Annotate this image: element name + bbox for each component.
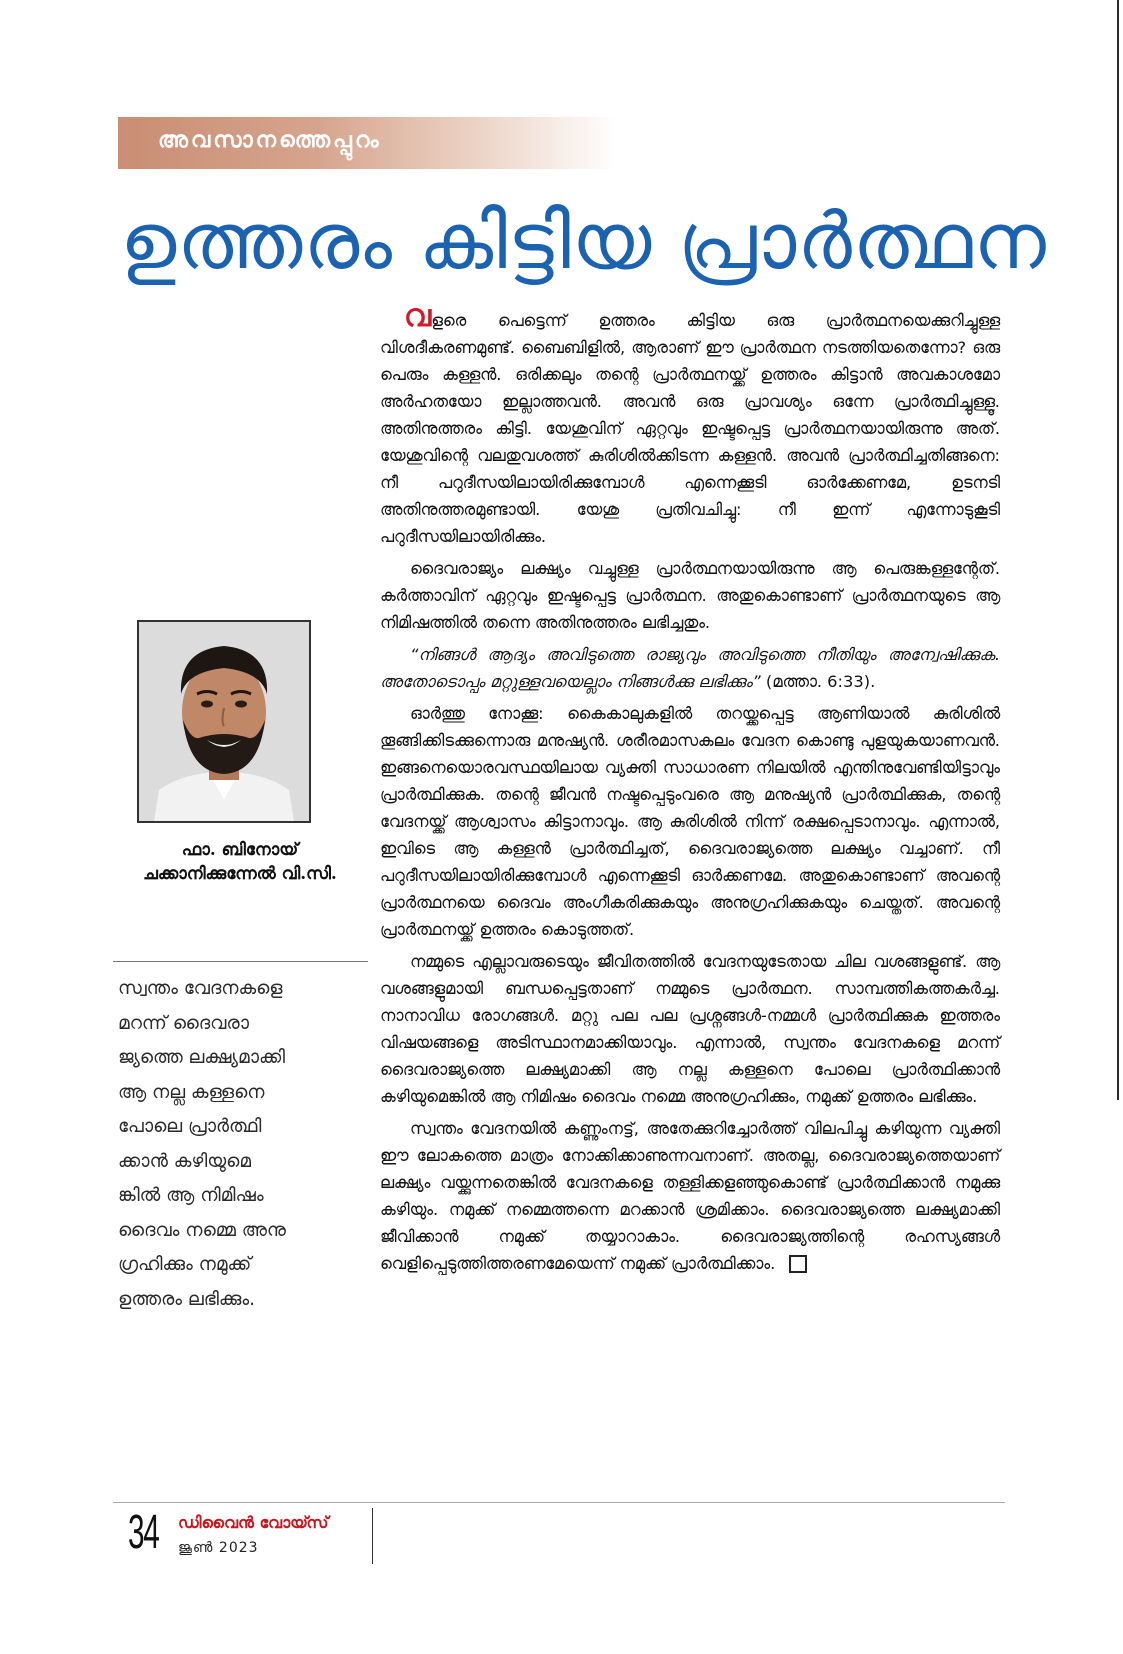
article-paragraph (380, 1115, 1000, 1277)
quote-text: “നിങ്ങൾ ആദ്യം അവിടുത്തെ രാജ്യവും അവിടുത്തെ നീതിയും അന്വേഷിക്കുക. അതോടൊപ്പം മറ്റുള്ളവയെല്ലാം നിങ്ങൾക്കു ലഭിക്കും” (380, 645, 1000, 691)
pullquote-line: മറന്ന് ദൈവരാ (118, 1012, 249, 1034)
scripture-quote (380, 641, 1000, 695)
article-body (380, 298, 1000, 1282)
article-headline: ഉത്തരം കിട്ടിയ പ്രാർത്ഥന (120, 197, 1047, 287)
article-paragraph: ദൈവരാജ്യം ലക്ഷ്യം വച്ചുള്ള പ്രാർത്ഥനയായിരുന്നു ആ പെരുങ്കള്ളന്റേത്. കർത്താവിന് ഏറ്റവും ഇഷ്ടപ്പെട്ട പ്രാർത്ഥന. അതുകൊണ്ടാണ് പ്രാർത്ഥനയുടെ ആ നിമിഷത്തിൽ തന്നെ അതിനുത്തരം ലഭിച്ചതും. (380, 559, 1000, 632)
paragraph-text: ളരെ പെട്ടെന്ന് ഉത്തരം കിട്ടിയ ഒരു പ്രാർത്ഥനയെക്കുറിച്ചുള്ള വിശദീകരണമുണ്ട്. ബൈബിളിൽ, ആരാണ് ഈ പ്രാർത്ഥന നടത്തിയതെന്നോ? ഒരു പെരും കള്ളൻ. ഒരിക്കലും തന്റെ പ്രാർത്ഥനയ്ക്ക് ഉത്തരം കിട്ടാൻ അവകാശമോ അർഹതയോ ഇല്ലാത്തവൻ. അവൻ ഒരു പ്രാവശ്യം ഒന്നേ പ്രാർത്ഥിച്ചുള്ളൂ. അതിനുത്തരം കിട്ടി. യേശുവിന് ഏറ്റവും ഇഷ്ടപ്പെട്ട പ്രാർത്ഥനയായിരുന്നു അത്. യേശുവിന്റെ വലതുവശത്ത് കുരിശിൽക്കിടന്ന കള്ളൻ. അവൻ പ്രാർത്ഥിച്ചതിങ്ങനെ: നീ പറുദീസയിലായിരിക്കുമ്പോൾ എന്നെക്കൂടി ഓർക്കേണമേ, ഉടനടി അതിനുത്തരമുണ്ടായി. യേശു പ്രതിവചിച്ചു: നീ ഇന്ന് എന്നോടുകൂടി പറുദീസയിലായിരിക്കും. (380, 311, 1000, 546)
author-byline (110, 838, 370, 886)
section-banner (118, 117, 618, 169)
page-edge-line (1117, 0, 1119, 1100)
page-number: 34 (128, 1506, 159, 1559)
article-paragraph: ഓർത്തു നോക്കൂ: കൈകാലുകളിൽ തറയ്ക്കപ്പെട്ട ആണിയാൽ കുരിശിൽ തൂങ്ങിക്കിടക്കുന്നൊരു മനുഷ്യൻ. ശരീരമാസകലം വേദന കൊണ്ടു പുളയുകയാണവൻ. ഇങ്ങനെയൊരവസ്ഥയിലായ വ്യക്തി സാധാരണ നിലയിൽ എന്തിനുവേണ്ടിയിട്ടാവും പ്രാർത്ഥിക്കുക. തന്റെ ജീവൻ നഷ്ടപ്പെടുംവരെ ആ മനുഷ്യൻ പ്രാർത്ഥിക്കുക, തന്റെ വേദനയ്ക്ക് ആശ്വാസം കിട്ടാനാവും. ആ കുരിശിൽ നിന്ന് രക്ഷപ്പെടാനാവും. എന്നാൽ, ഇവിടെ ആ കള്ളൻ പ്രാർത്ഥിച്ചത്, ദൈവരാജ്യത്തെ ലക്ഷ്യം വച്ചാണ്. നീ പറുദീസയിലായിരിക്കുമ്പോൾ എന്നെക്കൂടി ഓർക്കണമേ. അതുകൊണ്ടാണ് അവന്റെ പ്രാർത്ഥനയെ ദൈവം അംഗീകരിക്കുകയും അനുഗ്രഹിക്കുകയും ചെയ്തത്. അവന്റെ പ്രാർത്ഥനയ്ക്ക് ഉത്തരം കൊടുത്തത്. (380, 704, 1000, 939)
pullquote (118, 972, 328, 1317)
article-paragraph: നമ്മുടെ എല്ലാവരുടെയും ജീവിതത്തിൽ വേദനയുടേതായ ചില വശങ്ങളുണ്ട്. ആ വശങ്ങളുമായി ബന്ധപ്പെട്ടതാണ് നമ്മുടെ പ്രാർത്ഥന. സാമ്പത്തികത്തകർച്ച. നാനാവിധ രോഗങ്ങൾ. മറ്റു പല പല പ്രശ്നങ്ങൾ-നമ്മൾ പ്രാർത്ഥിക്കുക ഇത്തരം വിഷയങ്ങളെ അടിസ്ഥാനമാക്കിയാവും. എന്നാൽ, സ്വന്തം വേദനകളെ മറന്ന് ദൈവരാജ്യത്തെ ലക്ഷ്യമാക്കി ആ നല്ല കള്ളനെ പോലെ പ്രാർത്ഥിക്കാൻ കഴിയുമെങ്കിൽ ആ നിമിഷം ദൈവം നമ്മെ അനുഗ്രഹിക്കും, നമുക്ക് ഉത്തരം ലഭിക്കും. (380, 952, 1000, 1106)
pullquote-line: പോലെ പ്രാർത്ഥി (118, 1116, 262, 1137)
pullquote-divider (113, 961, 368, 962)
pullquote-line: സ്വന്തം വേദനകളെ (118, 978, 283, 999)
quote-reference: (മത്താ. 6:33). (765, 672, 876, 691)
end-mark-icon (789, 1255, 807, 1273)
author-name-line1: ഫാ. ബിനോയ് (181, 840, 299, 860)
author-name-line2: ചക്കാനിക്കുന്നേൽ വി.സി. (143, 864, 337, 884)
paragraph-text: സ്വന്തം വേദനയിൽ കണ്ണുംനട്ട്, അതേക്കുറിച്ചോർത്ത് വിലപിച്ചു കഴിയുന്ന വ്യക്തി ഈ ലോകത്തെ മാത്രം നോക്കിക്കാണുന്നവനാണ്. അതല്ല, ദൈവരാജ്യത്തെയാണ് ലക്ഷ്യം വയ്ക്കുന്നതെങ്കിൽ വേദനകളെ തള്ളിക്കളഞ്ഞുകൊണ്ട് പ്രാർത്ഥിക്കാൻ നമുക്കു കഴിയും. നമുക്ക് നമ്മെത്തന്നെ മറക്കാൻ ശ്രമിക്കാം. ദൈവരാജ്യത്തെ ലക്ഷ്യമാക്കി ജീവിക്കാൻ നമുക്ക് തയ്യാറാകാം. ദൈവരാജ്യത്തിന്റെ രഹസ്യങ്ങൾ വെളിപ്പെടുത്തിത്തരണമേയെന്ന് നമുക്ക് പ്രാർത്ഥിക്കാം. (380, 1119, 1000, 1273)
pullquote-line: ങ്കിൽ ആ നിമിഷം (118, 1185, 264, 1206)
pullquote-line: ഉത്തരം ലഭിക്കും. (118, 1288, 256, 1310)
pullquote-line: ആ നല്ല കള്ളനെ (118, 1081, 265, 1103)
section-label: അവസാനത്തെപ്പുറം (158, 128, 382, 153)
article-paragraph (380, 298, 1000, 550)
pullquote-line: ക്കാൻ കഴിയുമെ (118, 1150, 251, 1172)
issue-date: ജൂൺ 2023 (178, 1540, 259, 1556)
footer-divider (372, 1508, 373, 1564)
footer-rule (113, 1502, 1005, 1503)
drop-cap: വ (404, 298, 432, 334)
author-photo (137, 620, 311, 823)
pullquote-line: ദൈവം നമ്മെ അനു (118, 1219, 286, 1241)
magazine-name: ഡിവൈൻ വോയ്സ് (178, 1513, 329, 1532)
pullquote-line: ഗ്രഹിക്കും നമുക്ക് (118, 1254, 252, 1275)
pullquote-line: ജ്യത്തെ ലക്ഷ്യമാക്കി (118, 1047, 286, 1068)
